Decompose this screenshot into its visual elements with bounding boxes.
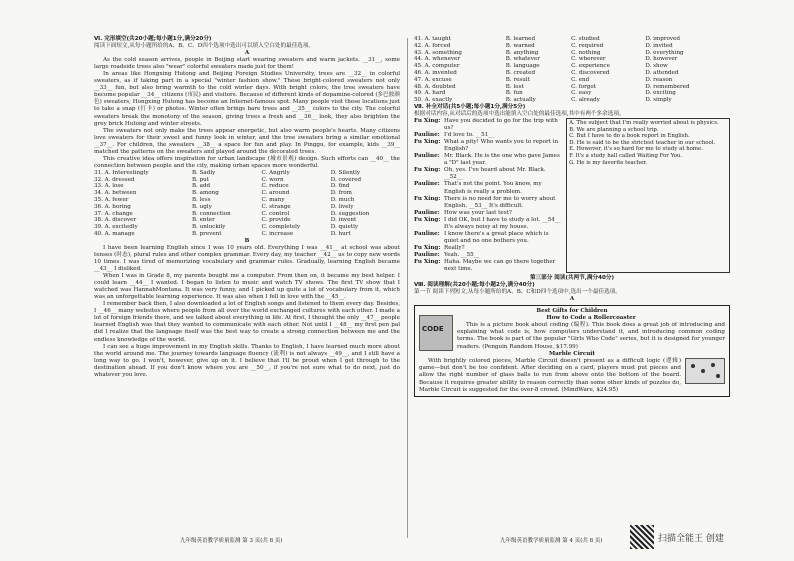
dialogue-text: Mr. Black. He is the one who gave James a "D" last year. [444,153,560,167]
option-cell: B. whatever [505,56,540,63]
choice-option: G. He is my favorite teacher. [569,159,648,166]
option-cell: C. discovered [571,69,610,76]
choice-option: E. However, it's so hard for me to study at home. [569,146,703,153]
option-cell: B. actually [505,97,536,104]
dialogue-line [414,196,562,210]
option-cell: D. invited [645,42,673,49]
option-cell: D. suggestion [330,210,370,217]
option-cell: 41. A. taught [414,36,451,42]
choice-option: F. It's a study hall called Waiting For You. [569,153,683,160]
passage-b-paragraph: I have been learning English since I was 10 years old. Everything I was __41__ at school was about tenses (时态), plural rules and other complex grammar. Every day, my teacher __42__ us to copy new words 10 times. I was tired of memorizing vocabulary and grammar rules. Gradually, learning English became __43__ I disliked. [94,244,400,273]
option-cell: C. completely [261,224,301,231]
qr-code-icon [630,525,654,549]
option-cell: 38. A. discover [94,217,137,224]
option-cell: 35. A. fewer [94,197,129,204]
option-cell: D. simply [645,97,672,104]
passage-a-paragraph: This creative idea offers inspiration for urban landscape (城市景观) design. Such efforts can __40__ the connection between people and the city, making urban spaces more wonderful. [94,155,400,169]
option-cell: C. experience [571,63,610,70]
option-cell: B. fun [505,90,523,97]
option-cell: D. improved [645,36,680,42]
dialogue-text: Really? [444,244,465,251]
option-row [414,97,730,104]
game-description: With brightly colored pieces, Marble Circuit doesn't present as a difficult logic (逻辑) game—but don't be too confident. After deciding on a card, players must put pieces and allow the right number of glass balls to run from above onto the bottom of the board. Because it requires greater ability to reason correctly than some other kinds of puzzles do, Marble Circuit is suggested for the over-8 crowd. (MindWare, $24.95) [419,358,681,393]
option-cell: B. anything [505,49,539,56]
option-cell: 49. A. hard [414,90,446,97]
dialogue-text: I know there's a great place which is quiet and no one bothers you. [444,230,549,244]
speaker-name: Pauline: [414,209,440,216]
dialogue-block [414,118,730,273]
speaker-name: Pauline: [414,132,440,139]
right-page [414,36,730,397]
option-row [94,231,400,238]
option-row [94,183,400,190]
dialogue-text: I'd love to. __51__ [444,132,494,139]
section6-instruction: 阅读下面短文,从每小题所给的A、B、C、D四个选项中选出可以填入空白处的最佳选项。 [94,43,315,50]
option-cell: D. hurt [330,231,351,238]
option-cell: D. attended [645,69,679,76]
option-row [414,56,730,63]
left-footer: 九年级英语教学质量监测 第 3 页(共 8 页) [180,538,283,544]
option-row [94,190,400,197]
option-row [414,50,730,57]
choice-option: B. We are planning a school trip. [569,126,659,133]
passage-a-label: A [244,50,250,57]
reading-a-label: A [569,296,575,303]
dialogue-line [414,210,562,217]
dialogue-line [414,132,562,139]
speaker-name: Fu Xing: [414,216,441,223]
option-cell: 42. A. forced [414,42,451,49]
option-cell: B. ugly [191,203,212,210]
passage-b [94,245,400,379]
option-cell: B. put [191,176,210,183]
passage-b-label: B [244,237,250,244]
option-cell: C. easy [571,90,592,97]
option-cell: B. among [191,190,219,197]
option-row [94,211,400,218]
dialogue-text: I did OK, but I have to study a lot. __54__ It's always noisy at my house. [444,216,561,230]
dialogue-text: Have you decided to go for the trip with us? [444,118,558,132]
section7-instruction: 根据对话内容,从对话后的选项中选出能填入空白处的最佳选项,其中有两个多余选项。 [414,111,625,118]
option-cell: B. created [505,69,536,76]
option-cell: D. Silently [330,169,361,176]
option-cell: D. covered [330,176,362,183]
option-row [414,70,730,77]
option-row [94,197,400,204]
options-41-50 [414,36,730,104]
option-cell: 37. A. change [94,210,133,217]
option-cell: B. prevent [191,231,222,238]
option-cell: C. Angrily [261,169,290,176]
dialogue-text: There is no need for me to worry about English. __53__ It's difficult. [444,195,556,209]
choice-option: C. But I have to do a book report in English. [569,133,690,140]
speaker-name: Fu Xing: [414,195,441,202]
option-cell: D. everything [645,49,684,56]
option-cell: D. exciting [645,90,676,97]
marble-game-image [685,358,725,384]
option-cell: 50. A. exactly [414,97,453,104]
dialogue-line [414,231,562,245]
option-cell: C. provide [261,217,291,224]
book-title: How to Code a Rollercoaster [546,315,636,322]
option-row [94,170,400,177]
dialogue-text: How was your last test? [444,209,512,216]
left-page [94,36,400,379]
book-description: This is a picture book about coding (编程). This book does a great job of introducing and explaining what code is, how computers understand it, and introducing common coding terms. The book is part of the popular "Girls Who Code" series, but it is designed for younger readers. (Penguin Random House, $17.99) [457,322,725,350]
dialogue-line [414,139,562,153]
option-cell: C. increase [261,231,294,238]
dialogue-line [414,252,562,259]
option-cell: D. find [330,183,350,190]
option-cell: C. required [571,42,604,49]
option-cell: C. end [571,76,590,83]
option-cell: B. language [505,63,540,70]
option-cell: 33. A. lose [94,183,124,190]
option-cell: B. connection [191,210,231,217]
dialogue-text: Haha. Maybe we can go there together next time. [444,259,556,273]
option-cell: C. around [261,190,290,197]
speaker-name: Pauline: [414,153,440,160]
option-row [414,90,730,97]
gifts-box [414,305,730,396]
option-cell: 31. A. Interestingly [94,169,149,176]
option-cell: C. already [571,97,600,104]
option-row [94,177,400,184]
speaker-name: Pauline: [414,181,440,188]
section7-title: Ⅶ. 补全对话(共5小题;每小题1分,满分5分) [414,103,526,110]
option-row [414,63,730,70]
options-31-40 [94,170,400,238]
speaker-name: Pauline: [414,251,440,258]
option-cell: C. control [261,210,290,217]
book-cover-image [419,315,453,351]
section6-title: Ⅵ. 完形填空(共20小题;每小题1分,满分20分) [94,36,212,42]
dialogue-line [414,153,562,167]
scanner-watermark [630,525,724,549]
passage-a-paragraph: The sweaters not only make the trees appear energetic, but also warm people's hearts. Many citizens love sweaters for their sweet and funny look in winter, and the tree sweaters bring a similar emotional __37__. For children, the sweaters __38__ a space for fun and play. In Pinggu, for example, kids __39__ matched the patterns on the sweaters and played around the decorated trees. [94,127,400,155]
dialogue-line [414,167,562,181]
option-cell: D. quietly [330,224,359,231]
speaker-name: Pauline: [414,230,440,237]
dialogue-line [414,245,562,252]
option-cell: D. however [645,56,678,63]
dialogue-text: What a pity! Who wants you to report in English? [444,139,559,153]
dialogue-line [414,181,562,195]
option-cell: B. lost [505,83,524,90]
dialogue-text: Yeah. __55__ [444,251,480,258]
speaker-name: Fu Xing: [414,139,441,146]
section8-title: Ⅷ. 阅读理解(共20小题;每小题2分,满分40分) [414,282,535,289]
option-cell: B. Sadly [191,169,216,176]
option-cell: D. lively [330,203,354,210]
book-item [419,315,725,351]
watermark-text: 扫描全能王 创建 [658,533,724,544]
game-item [419,358,725,393]
option-cell: C. reduce [261,183,289,190]
passage-b-paragraph: I remember back then, I also downloaded a lot of English songs and listened to them every day. Besides, I __46__ many websites where people from all over the world exchanged cultures with each other. I made a lot of foreign friends there, and we talked about everything in life. At first, I thought the only __47__ people learned English was that they wanted to communicate with each other. Not until I __48__ my first pen pal did I realize that the language itself was the best way to create a strong connection between me and the endless knowledge of the world. [94,301,400,343]
option-cell: D. invent [330,217,357,224]
option-row [94,224,400,231]
speaker-name: Fu Xing: [414,244,441,251]
option-row [414,36,730,43]
dialogue-line [414,259,562,273]
dialogue-text: Oh, yes. I've heard about Mr. Black. __52__ [444,167,546,181]
option-cell: B. warned [505,42,535,49]
option-cell: D. reason [645,76,673,83]
box-title: Best Gifts for Children [536,308,608,315]
page-divider [407,38,408,538]
passage-b-paragraph: I can see a huge improvement in my English skills. Thanks to English, I have learned much more about the world around me. The journey towards language fluency (流利) is not always __49__, and I still have a long way to go. I won't, however, give up on it. I believe that I'll be proud when I get through to the destination ahead. If you don't know where you are __50__, if you're not sure what to do next, just do whatever you love. [94,343,400,378]
option-cell: D. remembered [645,83,690,90]
option-cell: 44. A. whenever [414,56,461,63]
option-cell: C. studied [571,36,600,42]
option-cell: D. show [645,63,668,70]
option-cell: 39. A. excitedly [94,224,138,231]
option-cell: 48. A. doubted [414,83,456,90]
option-cell: 40. A. manage [94,231,135,238]
option-cell: C. many [261,197,285,204]
passage-a [94,57,400,170]
option-cell: C. nothing [571,49,601,56]
option-row [94,217,400,224]
option-row [94,204,400,211]
book-cover-title: CODE [422,325,444,334]
option-cell: 47. A. excuse [414,76,452,83]
option-cell: 34. A. between [94,190,137,197]
option-cell: C. wherever [571,56,606,63]
option-cell: C. worn [261,176,284,183]
option-cell: D. from [330,190,352,197]
option-cell: 43. A. something [414,49,462,56]
option-row [414,84,730,91]
option-cell: B. add [191,183,211,190]
choice-option: D. He is said to be the strictest teacher in our school. [569,139,716,146]
option-cell: B. learned [505,36,536,42]
passage-a-paragraph: In areas like Hongxing Hutong and Beijing Foreign Studies University, trees are __32__ in colorful sweaters, as if taking part in a special "winter fashion show." These bright-colored sweaters not only __33__ fun, but also bring warmth to the cold winter days. With bright colors, the tree sweaters have become popular __34__ citizens (市民) and visitors. Because of different kinds of dopamine-colored (多巴胺颜色) sweaters, Hongxing Hutong has become an Internet-famous spot. Many people visit these locations just to take a snap (打卡) or photos. Winter often brings bare trees and __35__ colors to the city. The colorful sweaters break the monotony of the season, giving trees a fresh and __36__ look, they also brighten the grey brick Hutong and winter streets. [94,71,400,127]
option-cell: B. result [505,76,530,83]
dialogue [414,118,562,273]
game-title: Marble Circuit [548,351,595,358]
dialogue-text: That's not the point. You know, my English is really a problem. [444,181,542,195]
speaker-name: Fu Xing: [414,118,441,125]
passage-b-paragraph: When I was in Grade 8, my parents bought me a computer. From then on, it became my best helper. I could learn __44__ I wanted. I began to listen to music and watch TV shows. The first TV show that I watched was HannahMontana. It was very funny, and I picked up quite a lot of vocabulary from it, which was an unforgettable learning experience. It was also when I fell in love with the __45__. [94,273,400,301]
speaker-name: Fu Xing: [414,259,441,265]
option-row [414,43,730,50]
dialogue-line [414,217,562,231]
option-row [414,77,730,84]
option-cell: C. forgot [571,83,597,90]
option-cell: 36. A. boring [94,203,131,210]
option-cell: D. much [330,197,355,204]
right-footer: 九年级英语教学质量监测 第 4 页(共 8 页) [500,538,603,544]
part3-title: 第三部分 阅读(共两节,满分40分) [529,275,615,282]
dialogue-choices [566,118,730,273]
passage-a-paragraph: As the cold season arrives, people in Beijing start wearing sweaters and warm jackets. __31__, some large roadside trees also "wear" colorful sweaters made just for them! [94,57,400,71]
choice-option: A. The subject that I'm really worried about is physics. [569,120,719,127]
option-cell: 32. A. dressed [94,176,135,183]
option-cell: B. unluckily [191,224,226,231]
option-cell: B. less [191,197,211,204]
dialogue-line [414,118,562,132]
section8-instruction: 第一节 阅读下列短文,从每小题所给的A、B、C和D四个选项中,选出一个最佳选项。 [414,289,621,296]
option-cell: B. enter [191,217,215,224]
speaker-name: Fu Xing: [414,167,441,174]
option-cell: C. strange [261,203,291,210]
option-cell: 45. A. computer [414,63,460,70]
option-cell: 46. A. invented [414,69,457,76]
